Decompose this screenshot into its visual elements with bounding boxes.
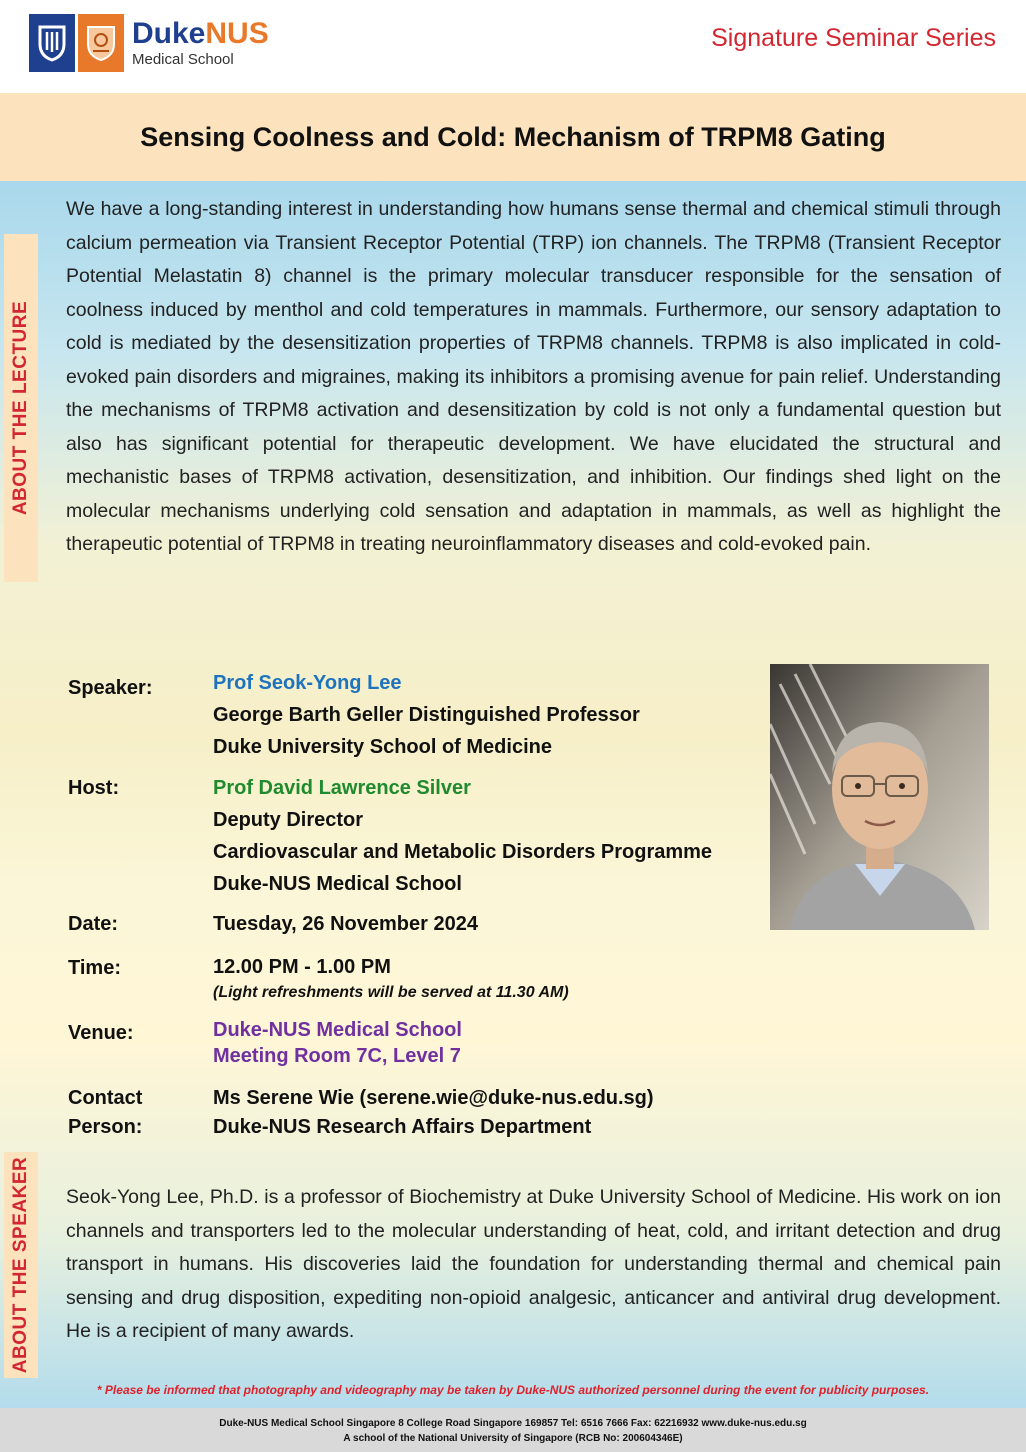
about-lecture-text: We have a long-standing interest in understanding how humans sense thermal and chemical stimuli through calcium permeation via Transient Receptor Potential (TRP) ion channels. The TRPM8 (Transient Receptor Potential Melastatin 8) channel is the primary molecular transducer responsible for the sensation of coolness induced by menthol and cold temperatures in mammals. Furthermore, our sensory adaptation to cold is mediated by the desensitization properties of TRPM8 channels. TRPM8 is also implicated in cold-evoked pain disorders and migraines, making its inhibitors a promising avenue for pain relief. Understanding the mechanisms of TRPM8 activation and desensitization by cold is not only a fundamental question but also has significant potential for therapeutic development. We have elucidated the structural and mechanistic bases of TRPM8 activation, desensitization, and inhibition. Our findings shed light on the molecular mechanisms underlying cold sensation and adaptation in mammals, as well as highlight the therapeutic potential of TRPM8 in treating neuroinflammatory diseases and cold-evoked pain. <box>66 198 1001 555</box>
duke-shield-icon <box>29 14 75 72</box>
about-lecture-tab-label: ABOUT THE LECTURE <box>10 300 32 516</box>
time-label: Time: <box>68 957 121 979</box>
host-organization: Duke-NUS Medical School <box>213 873 462 895</box>
contact-department: Duke-NUS Research Affairs Department <box>213 1116 592 1138</box>
about-speaker-tab-label: ABOUT THE SPEAKER <box>10 1156 31 1374</box>
speaker-name: Prof Seok-Yong Lee <box>213 672 402 694</box>
host-name: Prof David Lawrence Silver <box>213 777 471 799</box>
logo-text <box>132 19 269 67</box>
duke-nus-logo <box>29 14 269 72</box>
host-title: Deputy Director <box>213 809 364 831</box>
venue-line-2: Meeting Room 7C, Level 7 <box>213 1045 461 1067</box>
speaker-title: George Barth Geller Distinguished Professor <box>213 704 640 726</box>
lecture-title: Sensing Coolness and Cold: Mechanism of TRPM8 Gating <box>140 121 886 152</box>
footer-address: Duke-NUS Medical School Singapore 8 College Road Singapore 169857 Tel: 6516 7666 Fax: 62216932 www.duke-nus.edu.sg <box>219 1418 807 1429</box>
nus-crest-icon <box>78 14 124 72</box>
footer <box>0 1408 1026 1452</box>
about-speaker-tab <box>4 1152 38 1378</box>
logo-name <box>132 19 269 49</box>
contact-name-email: Ms Serene Wie (serene.wie@duke-nus.edu.sg) <box>213 1087 654 1109</box>
header <box>0 0 1026 93</box>
series-title: Signature Seminar Series <box>711 24 996 52</box>
logo-name-duke: Duke <box>132 17 206 50</box>
date-label: Date: <box>68 913 119 935</box>
speaker-label: Speaker: <box>68 677 153 699</box>
contact-label-2: Person: <box>68 1116 143 1138</box>
host-programme: Cardiovascular and Metabolic Disorders Programme <box>213 841 713 863</box>
venue-label: Venue: <box>68 1022 134 1044</box>
speaker-photo <box>770 664 989 930</box>
footer-affiliation: A school of the National University of Singapore (RCB No: 200604346E) <box>343 1433 683 1444</box>
speaker-organization: Duke University School of Medicine <box>213 736 552 758</box>
event-time: 12.00 PM - 1.00 PM <box>213 956 391 978</box>
about-speaker-text: Seok-Yong Lee, Ph.D. is a professor of Biochemistry at Duke University School of Medicine. His work on ion channels and transporters led to the molecular understanding of heat, cold, and irritant detection and drug transport in humans. His discoveries laid the foundation for understanding thermal and chemical pain sensing and drug disposition, expediting non-opioid analgesic, anticancer and antiviral drug development. He is a recipient of many awards. <box>66 1186 1001 1342</box>
logo-subtitle: Medical School <box>132 51 234 68</box>
venue-line-1: Duke-NUS Medical School <box>213 1019 462 1041</box>
refreshments-note: (Light refreshments will be served at 11.30 AM) <box>213 984 569 1001</box>
logo-name-nus: NUS <box>205 17 269 50</box>
contact-label-1: Contact <box>68 1087 143 1109</box>
event-date: Tuesday, 26 November 2024 <box>213 913 478 935</box>
about-lecture-tab <box>4 234 38 582</box>
photography-disclaimer: * Please be informed that photography and videography may be taken by Duke-NUS authorized personnel during the event for publicity purposes. <box>96 1383 930 1397</box>
host-label: Host: <box>68 777 120 799</box>
title-band <box>0 93 1026 181</box>
